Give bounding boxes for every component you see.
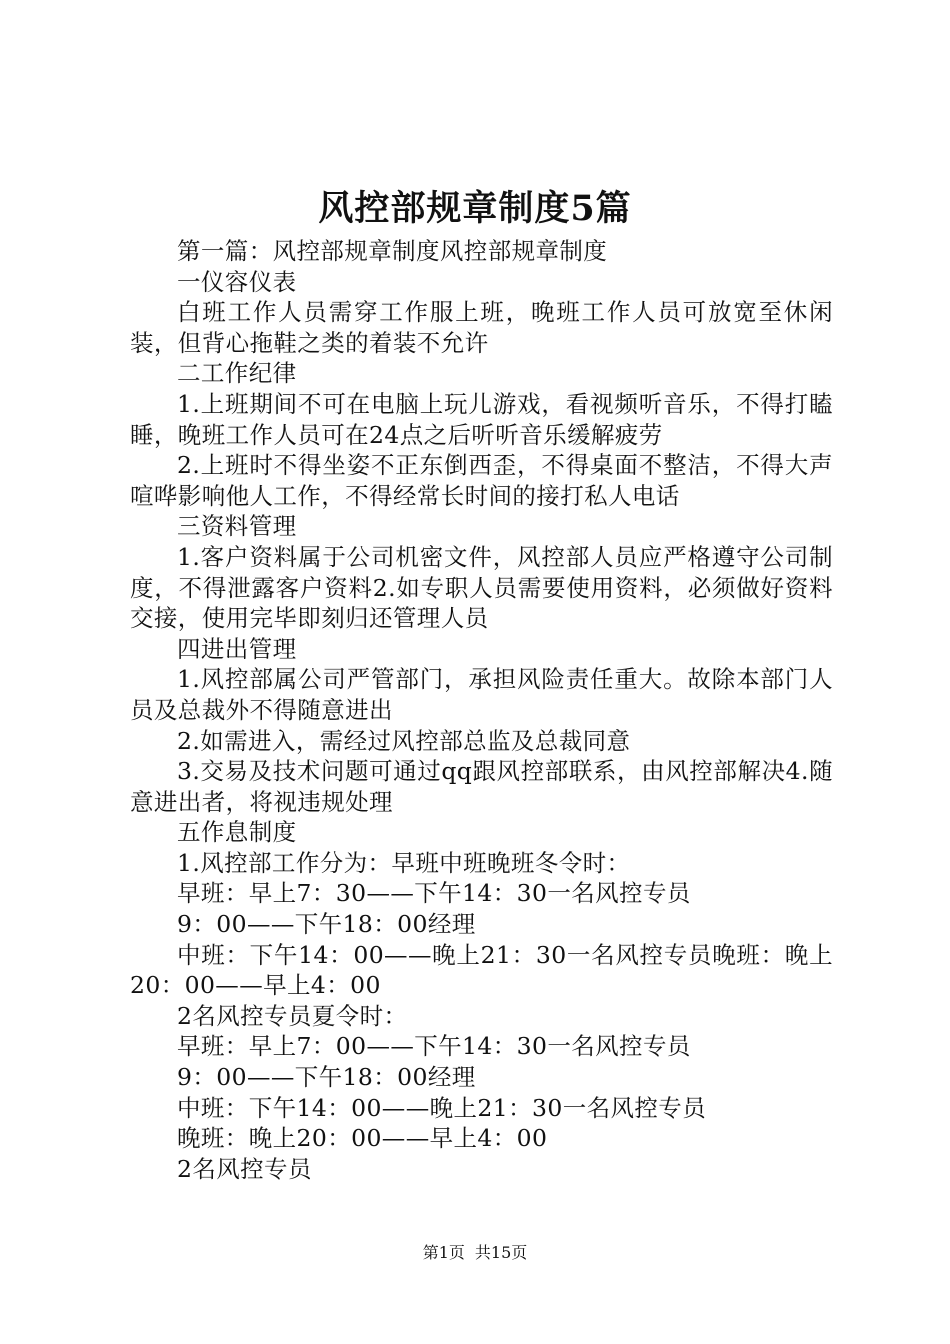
page-total: 共15页: [474, 1243, 528, 1262]
page-number: 第1页: [422, 1243, 465, 1262]
document-body: [130, 236, 833, 1184]
section-heading: 四进出管理: [177, 634, 297, 663]
schedule-line: 2名风控专员: [177, 1154, 312, 1183]
schedule-line: 早班：早上7：30——下午14：30一名风控专员: [177, 879, 691, 908]
paragraph: 1.客户资料属于公司机密文件，风控部人员应严格遵守公司制度，不得泄露客户资料2.如专职人员需要使用资料，必须做好资料交接，使用完毕即刻归还管理人员: [130, 542, 833, 633]
document-title: 风控部规章制度5篇: [318, 188, 632, 229]
schedule-line: 晚班：晚上20：00——早上4：00: [177, 1124, 548, 1153]
paragraph: 白班工作人员需穿工作服上班，晚班工作人员可放宽至休闲装，但背心拖鞋之类的着装不允许: [130, 298, 833, 357]
schedule-line: 9：00——下午18：00经理: [177, 1063, 476, 1092]
schedule-line: 2名风控专员夏令时：: [177, 1001, 408, 1030]
schedule-line: 9：00——下午18：00经理: [177, 910, 476, 939]
paragraph: 2.如需进入，需经过风控部总监及总裁同意: [177, 726, 631, 755]
section-heading: 五作息制度: [177, 818, 297, 847]
section-heading: 三资料管理: [177, 512, 297, 541]
section-heading: 一仪容仪表: [177, 267, 297, 296]
schedule-line: 中班：下午14：00——晚上21：30一名风控专员: [177, 1093, 707, 1122]
section-heading: 二工作纪律: [177, 359, 297, 388]
paragraph: 1.上班期间不可在电脑上玩儿游戏，看视频听音乐，不得打瞌睡，晚班工作人员可在24点之后听听音乐缓解疲劳: [130, 389, 833, 449]
paragraph: 3.交易及技术问题可通过qq跟风控部联系，由风控部解决4.随意进出者，将视违规处理: [130, 757, 833, 816]
schedule-line: 中班：下午14：00——晚上21：30一名风控专员晚班：晚上20：00——早上4：00: [130, 940, 833, 1000]
paragraph: 2.上班时不得坐姿不正东倒西歪，不得桌面不整洁，不得大声喧哗影响他人工作，不得经常长时间的接打私人电话: [130, 451, 833, 510]
paragraph: 1.风控部工作分为：早班中班晚班冬令时：: [177, 848, 631, 877]
paragraph: 第一篇：风控部规章制度风控部规章制度: [177, 237, 608, 265]
paragraph: 1.风控部属公司严管部门，承担风险责任重大。故除本部门人员及总裁外不得随意进出: [130, 665, 833, 724]
page-footer: [0, 1242, 950, 1264]
schedule-line: 早班：早上7：00——下午14：30一名风控专员: [177, 1032, 691, 1061]
